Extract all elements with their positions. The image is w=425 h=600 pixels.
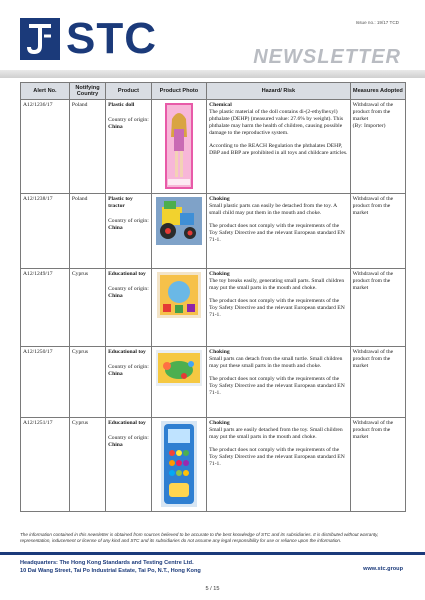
stc-monogram-icon: [26, 22, 54, 56]
header-divider: [0, 70, 425, 78]
column-header: Product: [106, 83, 152, 100]
origin-value: China: [108, 370, 123, 377]
measures-text: Withdrawal of the product from the market: [352, 101, 394, 122]
origin-label: Country of origin:: [108, 363, 149, 370]
photo-cell: [151, 194, 206, 269]
hazard-description: Small parts can detach from the small turtle. Small children may put these small parts in the mouth and choke.: [209, 355, 343, 369]
country-cell: Poland: [69, 100, 105, 194]
column-header: Product Photo: [151, 83, 206, 100]
headquarters-address: [20, 560, 201, 575]
country-cell: Cyprus: [69, 269, 105, 347]
hq-line-2: 10 Dai Wang Street, Tai Po Industrial Estate, Tai Po, N.T., Hong Kong: [20, 567, 201, 574]
origin-value: China: [108, 225, 123, 232]
column-header: Hazard/ Risk: [207, 83, 351, 100]
product-name: Plastic toy tractor: [108, 195, 133, 209]
origin-value: China: [108, 292, 123, 299]
alert-no-cell: A12/1249/17: [21, 269, 70, 347]
country-cell: Cyprus: [69, 347, 105, 418]
table-row: [21, 347, 406, 418]
footer-divider: [0, 552, 425, 555]
measures-text: Withdrawal of the product from the market: [352, 419, 394, 440]
measures-text: Withdrawal of the product from the market: [352, 348, 394, 369]
issue-number: Issue no.: 19/17 TCD: [355, 20, 399, 25]
turtle-toy-photo: [156, 350, 202, 386]
hazard-regulation: The product does not comply with the requirements of the Toy Safety Directive and the relevant European standard EN 71-1.: [209, 447, 345, 468]
measures-cell: [350, 347, 405, 418]
product-cell: [106, 347, 152, 418]
hazard-title: Choking: [209, 419, 230, 426]
origin-value: China: [108, 123, 123, 130]
product-cell: [106, 100, 152, 194]
hazard-description: The toy breaks easily, generating small parts. Small children may put the small parts in the mouth and choke.: [209, 277, 345, 291]
logo-wordmark: STC: [66, 14, 157, 63]
alert-no-cell: A12/1250/17: [21, 347, 70, 418]
origin-value: China: [108, 441, 123, 448]
measures-cell: [350, 269, 405, 347]
hazard-description: Small plastic parts can easily be detached from the toy. A small child may put them in the mouth and choke.: [209, 202, 337, 216]
hazard-regulation: The product does not comply with the requirements of the Toy Safety Directive and the relevant European standard EN 71-1.: [209, 376, 345, 397]
hazard-cell: [207, 100, 351, 194]
measures-text: Withdrawal of the product from the market: [352, 195, 394, 216]
alert-no-cell: A12/1251/17: [21, 418, 70, 512]
product-name: Educational toy: [108, 270, 146, 277]
column-header: Measures Adopted: [350, 83, 405, 100]
measures-cell: [350, 418, 405, 512]
disclaimer: The information contained in this newsletter is obtained from sources believed to be accurate to the best knowledge of STC and its subsidiaries. It is distributed without warranty, representation, inducement or license of any kind and STC and its subsidiaries do not assume any legal responsibility for use or reliance upon the information.: [20, 532, 379, 543]
product-cell: [106, 269, 152, 347]
column-header: Alert No.: [21, 83, 70, 100]
hazard-regulation: According to the REACH Regulation the phthalates DEHP, DBP and BBP are prohibited in all toys and childcare articles.: [209, 143, 348, 157]
alert-no-cell: A12/1238/17: [21, 194, 70, 269]
hazard-cell: [207, 347, 351, 418]
tractor-photo: [156, 197, 202, 245]
page-number: 5 / 15: [205, 586, 220, 592]
alert-no-cell: A12/1236/17: [21, 100, 70, 194]
phone-toy-photo: [161, 421, 197, 507]
table-row: [21, 194, 406, 269]
measures-cell: [350, 194, 405, 269]
hazard-title: Choking: [209, 348, 230, 355]
table-row: [21, 418, 406, 512]
photo-cell: [151, 347, 206, 418]
table-header-row: [21, 83, 406, 100]
product-name: Educational toy: [108, 348, 146, 355]
stc-logo-mark: [20, 18, 60, 60]
origin-label: Country of origin:: [108, 217, 149, 224]
origin-label: Country of origin:: [108, 116, 149, 123]
product-name: Plastic doll: [108, 101, 135, 108]
photo-cell: [151, 269, 206, 347]
product-name: Educational toy: [108, 419, 146, 426]
hazard-title: Choking: [209, 270, 230, 277]
country-cell: Cyprus: [69, 418, 105, 512]
hazard-regulation: The product does not comply with the requirements of the Toy Safety Directive and the relevant European standard EN 71-1.: [209, 223, 345, 244]
doll-photo: [165, 103, 193, 189]
table-row: [21, 269, 406, 347]
hazard-description: The plastic material of the doll contains di-(2-ethylhexyl) phthalate (DEHP) (measured value: 27.6% by weight). This phthalate may harm the health of children, causing possible damage to the reproductive system.: [209, 108, 344, 137]
hq-line-1: Headquarters: The Hong Kong Standards and Testing Centre Ltd.: [20, 560, 194, 566]
photo-cell: [151, 418, 206, 512]
newsletter-title: NEWSLETTER: [253, 46, 401, 68]
product-cell: [106, 418, 152, 512]
measures-text: Withdrawal of the product from the market: [352, 270, 394, 291]
origin-label: Country of origin:: [108, 434, 149, 441]
hazard-description: Small parts are easily detached from the toy. Small children may put the small parts in the mouth and choke.: [209, 426, 343, 440]
country-cell: Poland: [69, 194, 105, 269]
hazard-cell: [207, 194, 351, 269]
hazard-regulation: The product does not comply with the requirements of the Toy Safety Directive and the relevant European standard EN 71-1.: [209, 298, 345, 319]
hazard-title: Choking: [209, 195, 230, 202]
stc-logo: [20, 14, 190, 63]
measures-note: (By: Importer): [352, 122, 386, 129]
hazard-title: Chemical: [209, 101, 232, 108]
origin-label: Country of origin:: [108, 285, 149, 292]
alerts-table: [20, 82, 406, 512]
hazard-cell: [207, 418, 351, 512]
measures-cell: [350, 100, 405, 194]
educational-toy-photo: [157, 272, 201, 318]
table-row: [21, 100, 406, 194]
website-link[interactable]: www.stc.group: [363, 566, 403, 572]
photo-cell: [151, 100, 206, 194]
hazard-cell: [207, 269, 351, 347]
column-header: Notifying Country: [69, 83, 105, 100]
product-cell: [106, 194, 152, 269]
